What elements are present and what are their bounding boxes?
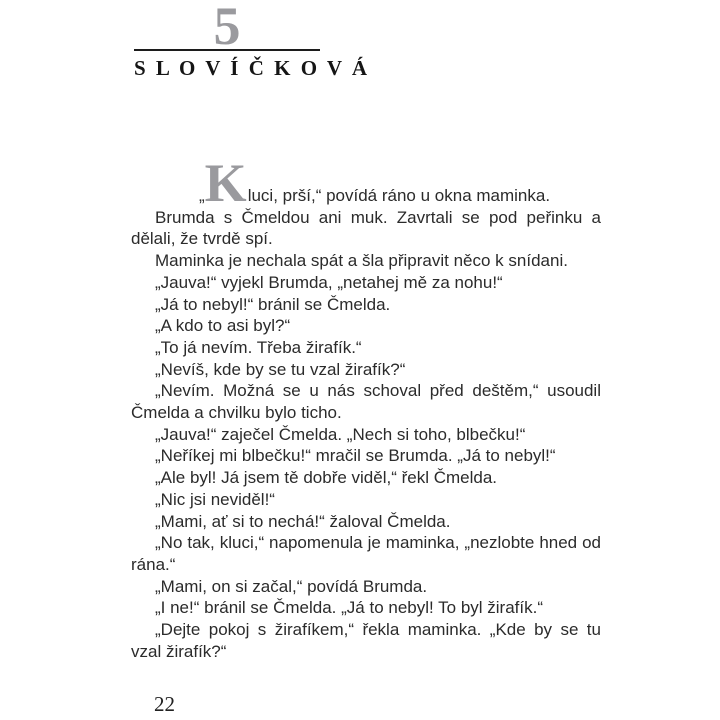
paragraph: „A kdo to asi byl?“ (155, 316, 291, 336)
paragraph: „Nic jsi neviděl!“ (155, 489, 275, 509)
first-paragraph-text: luci, prší,“ povídá ráno u okna maminka. (247, 186, 551, 205)
paragraph: „To já nevím. Třeba žirafík.“ (155, 337, 362, 357)
paragraph: „Jauva!“ zaječel Čmelda. „Nech si toho, blbečku!“ (155, 424, 526, 444)
paragraph: „Mami, ať si to nechá!“ žaloval Čmelda. (155, 511, 451, 531)
paragraph-list (131, 207, 601, 663)
paragraph: „Já to nebyl!“ bránil se Čmelda. (155, 294, 391, 314)
paragraph: „Neříkej mi blbečku!“ mračil se Brumda. „Já to nebyl!“ (155, 446, 556, 466)
paragraph: „No tak, kluci,“ napomenula je maminka, „nezlobte hned od rána.“ (131, 533, 601, 574)
paragraph: Brumda s Čmeldou ani muk. Zavrtali se pod peřinku a dělali, že tvrdě spí. (131, 207, 601, 249)
chapter-number: 5 (213, 0, 241, 56)
paragraph: „I ne!“ bránil se Čmelda. „Já to nebyl! To byl žirafík.“ (155, 598, 544, 618)
paragraph: „Ale byl! Já jsem tě dobře viděl,“ řekl Čmelda. (155, 468, 498, 488)
drop-cap: K (204, 153, 248, 213)
paragraph: „Dejte pokoj s žirafíkem,“ řekla maminka. „Kde by se tu vzal žirafík?“ (131, 620, 601, 661)
chapter-title: S L O V Í Č K O V Á (134, 56, 370, 80)
paragraph: „Mami, on si začal,“ povídá Brumda. (155, 576, 428, 596)
opening-quote: „ (199, 186, 205, 205)
paragraph: Maminka je nechala spát a šla připravit něco k snídani. (155, 251, 568, 271)
paragraph: „Nevím. Možná se u nás schoval před deštěm,“ usoudil Čmelda a chvilku bylo ticho. (131, 381, 601, 423)
page-number: 22 (154, 692, 175, 716)
body-text (131, 153, 601, 662)
chapter-header (134, 0, 370, 81)
paragraph: „Nevíš, kde by se tu vzal žirafík?“ (155, 359, 406, 379)
paragraph-first (131, 153, 601, 213)
paragraph: „Jauva!“ vyjekl Brumda, „netahej mě za nohu!“ (155, 272, 503, 292)
